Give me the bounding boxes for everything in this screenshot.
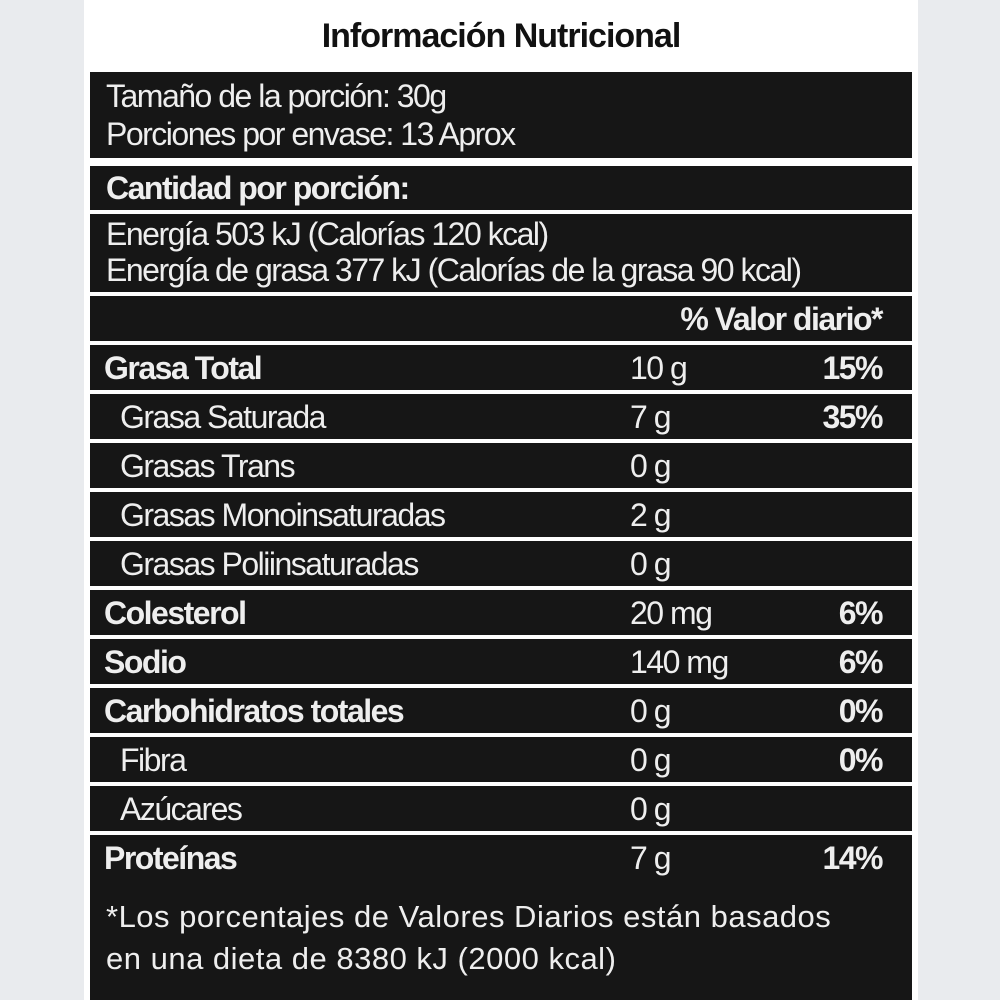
nutrient-row <box>90 835 912 880</box>
footnote-line-2: en una dieta de 8380 kJ (2000 kcal) <box>106 941 617 976</box>
nutrient-amount: 0 g <box>630 546 670 582</box>
nutrient-row <box>90 443 912 488</box>
nutrient-name: Grasa Total <box>104 350 262 386</box>
nutrient-dv: 15% <box>822 350 882 386</box>
energy-from-fat: Energía de grasa 377 kJ (Calorías de la grasa 90 kcal) <box>106 252 801 288</box>
energy-total: Energía 503 kJ (Calorías 120 kcal) <box>106 216 548 252</box>
nutrient-amount: 7 g <box>630 399 670 435</box>
nutrient-amount: 20 mg <box>630 595 712 631</box>
nutrient-row <box>90 737 912 782</box>
nutrient-name: Fibra <box>120 742 186 778</box>
serving-size: Tamaño de la porción: 30g <box>106 78 446 114</box>
nutrient-name: Grasas Poliinsaturadas <box>120 546 418 582</box>
nutrient-amount: 0 g <box>630 693 670 729</box>
serving-info <box>90 72 912 158</box>
nutrient-dv: 14% <box>822 840 882 876</box>
nutrient-dv: 0% <box>838 693 882 729</box>
nutrient-name: Carbohidratos totales <box>104 693 404 729</box>
nutrient-row <box>90 688 912 733</box>
nutrient-row <box>90 394 912 439</box>
nutrient-amount: 0 g <box>630 791 670 827</box>
nutrient-dv: 6% <box>838 644 882 680</box>
nutrient-amount: 140 mg <box>630 644 728 680</box>
nutrient-name: Grasa Saturada <box>120 399 325 435</box>
nutrient-dv: 6% <box>838 595 882 631</box>
energy-info <box>90 214 912 292</box>
servings-per-container: Porciones por envase: 13 Aprox <box>106 116 515 152</box>
nutrient-row <box>90 639 912 684</box>
dv-header: % Valor diario* <box>680 301 882 337</box>
nutrient-row <box>90 492 912 537</box>
nutrient-name: Grasas Trans <box>120 448 295 484</box>
nutrient-name: Azúcares <box>120 791 242 827</box>
nutrient-amount: 7 g <box>630 840 670 876</box>
nutrient-row <box>90 345 912 390</box>
nutrient-amount: 2 g <box>630 497 670 533</box>
nutrient-row <box>90 590 912 635</box>
footnote-line-1: *Los porcentajes de Valores Diarios están basados <box>106 899 832 934</box>
nutrient-name: Proteínas <box>104 840 237 876</box>
nutrient-amount: 0 g <box>630 448 670 484</box>
nutrient-row <box>90 786 912 831</box>
nutrient-table <box>90 296 912 884</box>
nutrient-name: Grasas Monoinsaturadas <box>120 497 445 533</box>
amount-per-serving-header <box>90 166 912 210</box>
nutrient-amount: 10 g <box>630 350 687 386</box>
nutrient-name: Colesterol <box>104 595 246 631</box>
amount-per-serving: Cantidad por porción: <box>106 170 409 206</box>
label-title: Información Nutricional <box>321 16 681 55</box>
nutrient-dv: 0% <box>838 742 882 778</box>
nutrient-amount: 0 g <box>630 742 670 778</box>
dv-header-row <box>90 296 912 341</box>
footnote <box>90 878 912 1000</box>
nutrient-row <box>90 541 912 586</box>
nutrient-dv: 35% <box>822 399 882 435</box>
nutrient-name: Sodio <box>104 644 186 680</box>
nutrition-label <box>84 0 918 1000</box>
